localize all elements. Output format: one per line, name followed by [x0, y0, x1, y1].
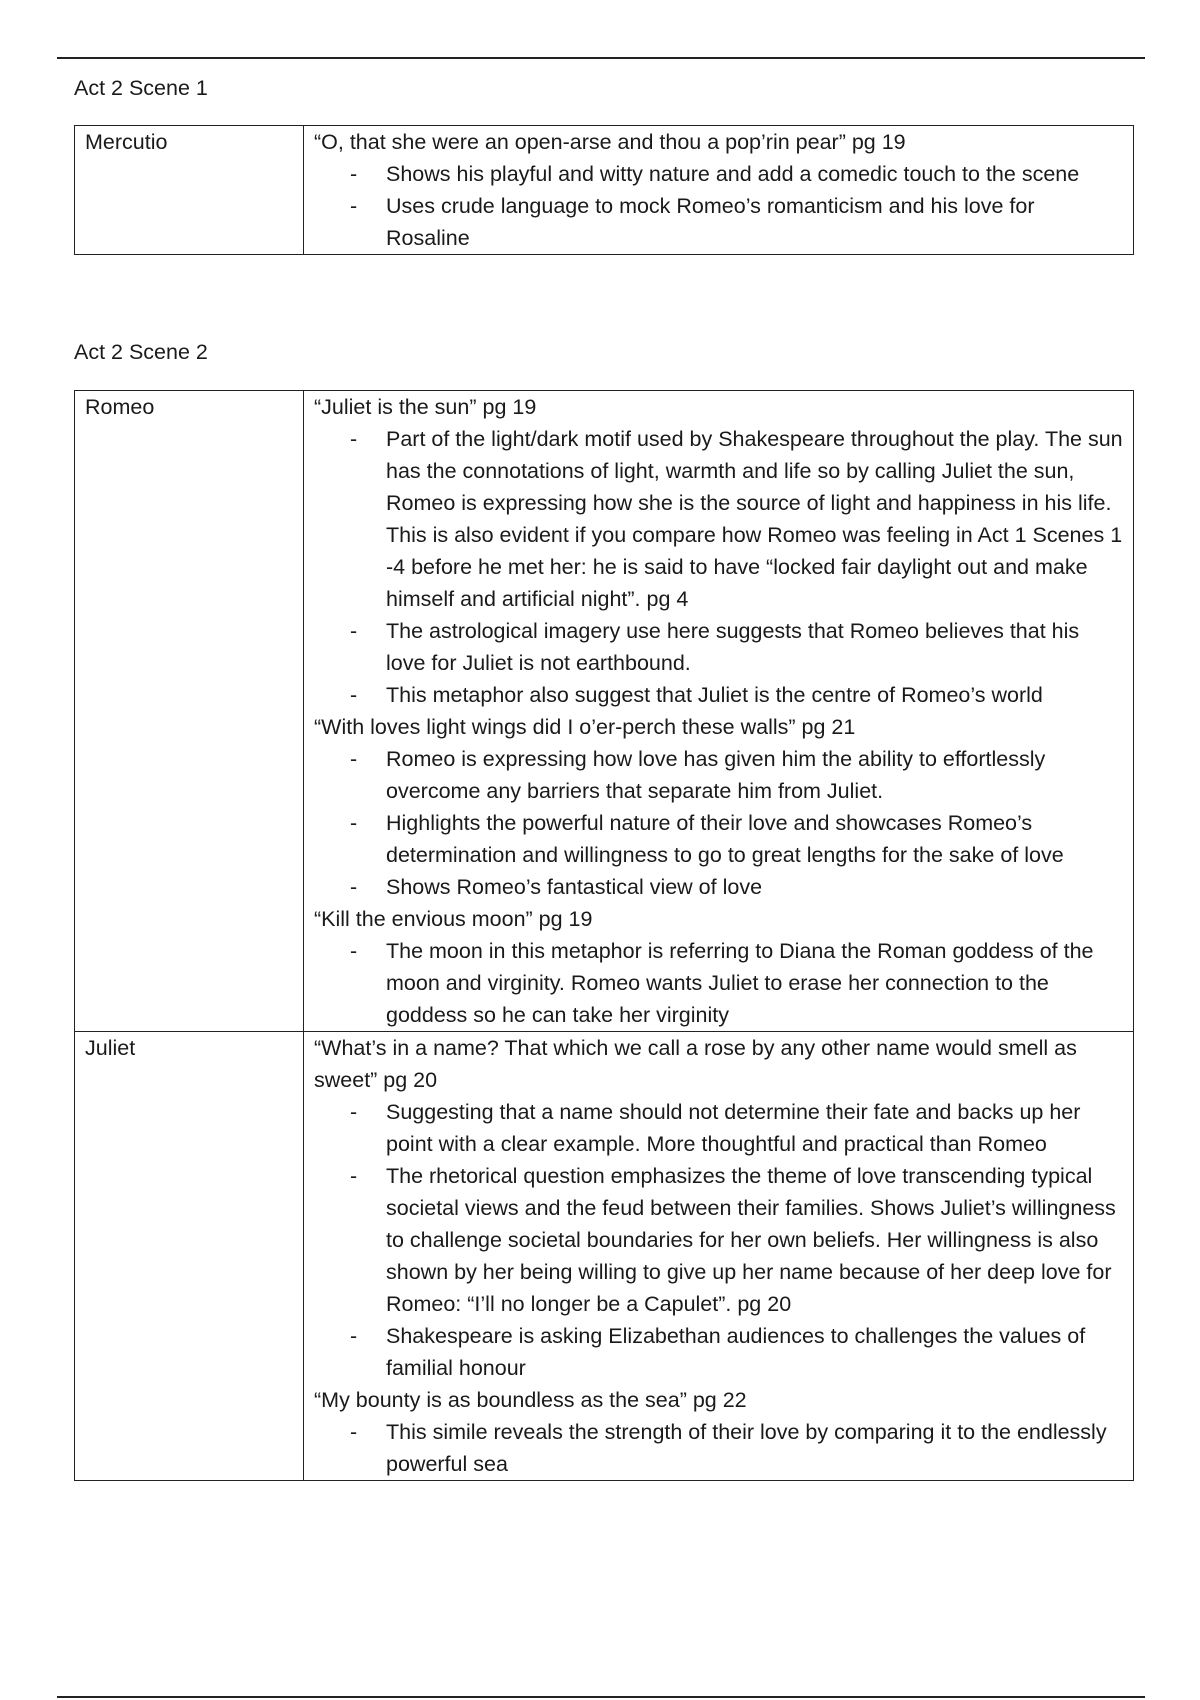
analysis-cell [304, 126, 1134, 255]
scene-table [74, 390, 1134, 1481]
table-row [75, 391, 1134, 1032]
analysis-point: - This simile reveals the strength of their love by comparing it to the endlessly powerful sea [386, 1416, 1123, 1480]
analysis-point: - Highlights the powerful nature of their love and showcases Romeo’s determination and willingness to go to great lengths for the sake of love [386, 807, 1123, 871]
character-name: Juliet [75, 1032, 304, 1481]
quote: “O, that she were an open-arse and thou a pop’rin pear” pg 19 [314, 130, 906, 154]
analysis-point: - Shows Romeo’s fantastical view of love [386, 871, 1123, 903]
analysis-point: - Shakespeare is asking Elizabethan audiences to challenges the values of familial honour [386, 1320, 1123, 1384]
analysis-list [314, 1416, 1123, 1480]
analysis-point: - The astrological imagery use here suggests that Romeo believes that his love for Juliet is not earthbound. [386, 615, 1123, 679]
table-row [75, 1032, 1134, 1481]
analysis-point: - This metaphor also suggest that Juliet is the centre of Romeo’s world [386, 679, 1123, 711]
analysis-point: - The rhetorical question emphasizes the theme of love transcending typical societal views and the feud between their families. Shows Juliet’s willingness to challenge societal boundaries for her own beliefs. Her willingness is also shown by her being willing to give up her name because of her deep love for Romeo: “I’ll no longer be a Capulet”. pg 20 [386, 1160, 1123, 1320]
analysis-point: - Shows his playful and witty nature and add a comedic touch to the scene [386, 158, 1123, 190]
top-rule [57, 57, 1145, 59]
analysis-list [314, 158, 1123, 254]
character-name: Mercutio [75, 126, 304, 255]
analysis-cell [304, 391, 1134, 1032]
analysis-point: - Suggesting that a name should not determine their fate and backs up her point with a clear example. More thoughtful and practical than Romeo [386, 1096, 1123, 1160]
character-name: Romeo [75, 391, 304, 1032]
section-heading: Act 2 Scene 1 [74, 76, 208, 100]
analysis-list [314, 423, 1123, 711]
quote: “My bounty is as boundless as the sea” pg 22 [314, 1388, 747, 1412]
analysis-point: - Part of the light/dark motif used by Shakespeare throughout the play. The sun has the connotations of light, warmth and life so by calling Juliet the sun, Romeo is expressing how she is the source of light and happiness in his life. This is also evident if you compare how Romeo was feeling in Act 1 Scenes 1 -4 before he met her: he is said to have “locked fair daylight out and make himself and artificial night”. pg 4 [386, 423, 1123, 615]
quote: “With loves light wings did I o’er-perch these walls” pg 21 [314, 715, 856, 739]
analysis-cell [304, 1032, 1134, 1481]
section-heading: Act 2 Scene 2 [74, 340, 208, 364]
analysis-point: - Romeo is expressing how love has given him the ability to effortlessly overcome any barriers that separate him from Juliet. [386, 743, 1123, 807]
table-row [75, 126, 1134, 255]
bottom-rule [57, 1696, 1145, 1698]
scene-table [74, 125, 1134, 255]
quote: “Juliet is the sun” pg 19 [314, 395, 537, 419]
analysis-point: - The moon in this metaphor is referring to Diana the Roman goddess of the moon and virginity. Romeo wants Juliet to erase her connection to the goddess so he can take her virginity [386, 935, 1123, 1031]
quote: “What’s in a name? That which we call a rose by any other name would smell as sweet” pg 20 [314, 1036, 1077, 1092]
analysis-list [314, 935, 1123, 1031]
analysis-point: - Uses crude language to mock Romeo’s romanticism and his love for Rosaline [386, 190, 1123, 254]
analysis-list [314, 1096, 1123, 1384]
analysis-list [314, 743, 1123, 903]
quote: “Kill the envious moon” pg 19 [314, 907, 593, 931]
